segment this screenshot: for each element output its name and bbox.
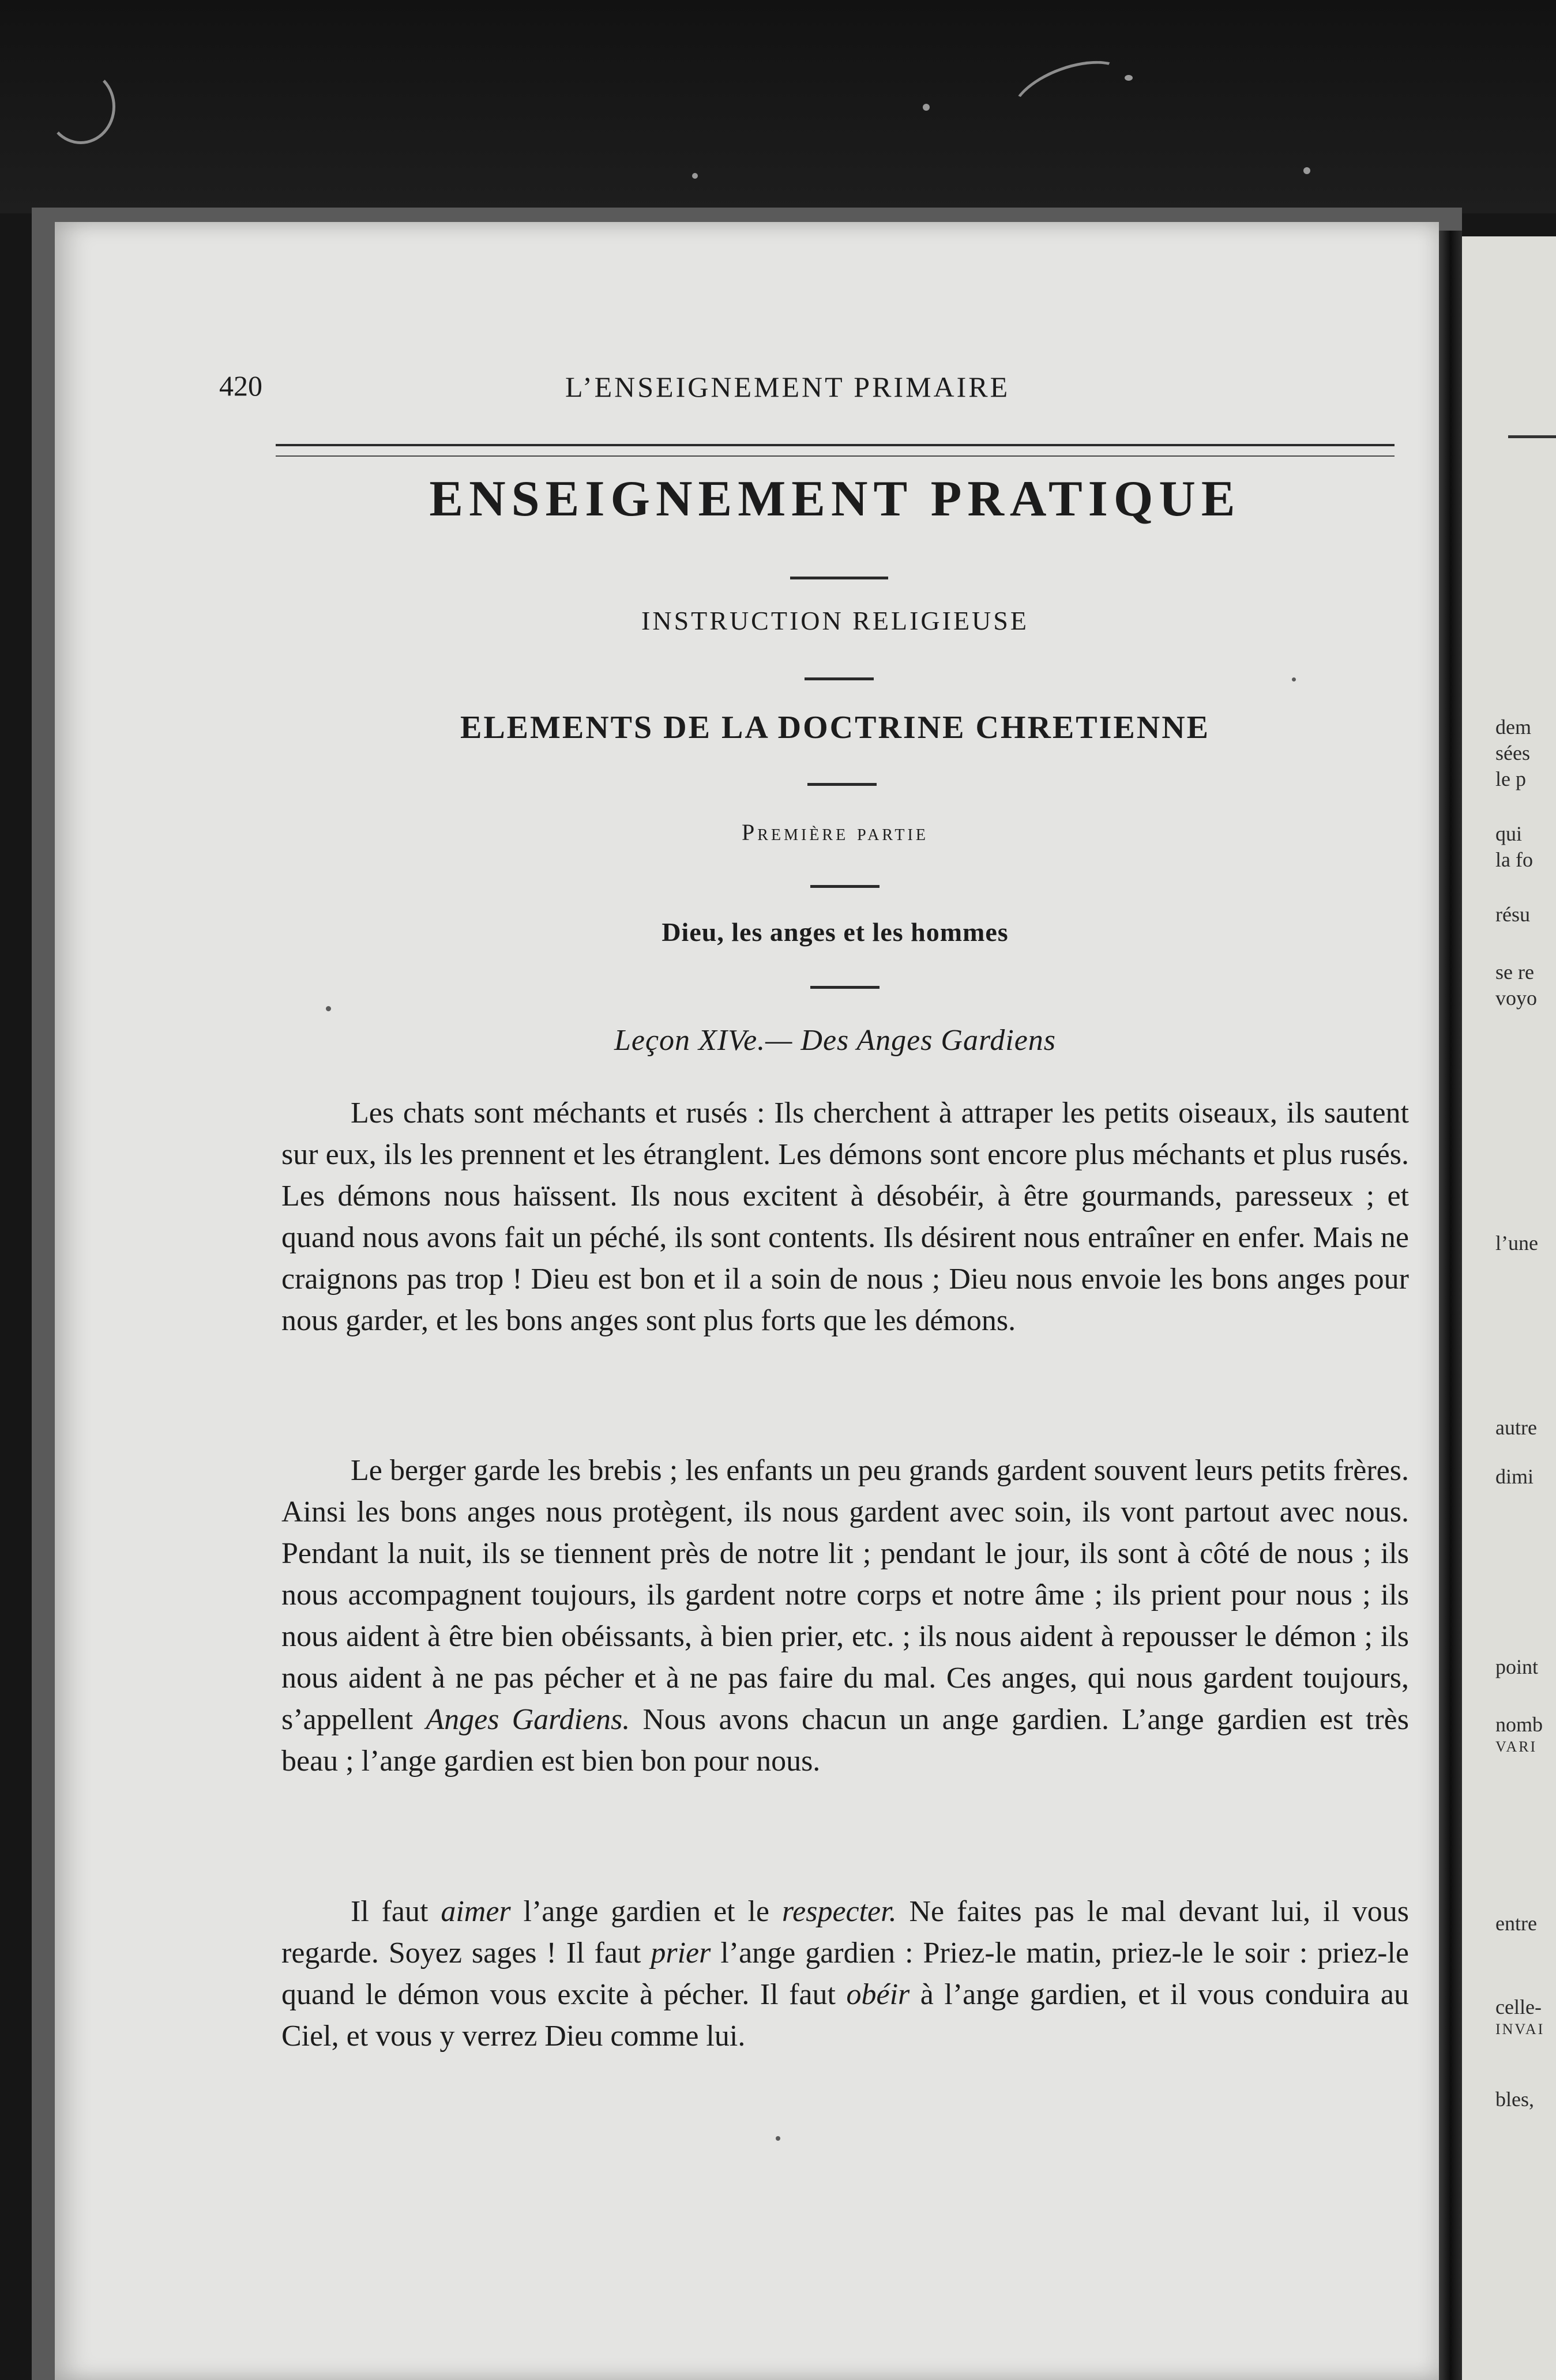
divider bbox=[810, 885, 880, 888]
ink-spot bbox=[326, 1006, 331, 1011]
divider bbox=[790, 577, 888, 579]
paragraph-1 bbox=[281, 1093, 1409, 1342]
paragraph-text-part: Ne faites pas le mal devant lui, il vous regarde. Soyez sages ! Il faut bbox=[281, 1895, 1409, 1969]
scan-speck bbox=[923, 104, 930, 111]
adjacent-page-fragment: VARI bbox=[1495, 1738, 1538, 1755]
adjacent-page-fragment: dimi bbox=[1495, 1465, 1534, 1488]
adjacent-page-fragment: bles, bbox=[1495, 2088, 1534, 2111]
paragraph-text: Les chats sont méchants et rusés : Ils cherchent à attraper les petits oiseaux, ils sautent sur eux, ils les prennent et les étranglent. Les démons sont encore plus méchants et plus rusés. Les démons nous haïssent. Ils nous excitent à désobéir, à être gourmands, paresseux ; et quand nous avons fait un péché, ils sont contents. Ils désirent nous entraîner en enfer. Mais ne craignons pas trop ! Dieu est bon et il a soin de nous ; Dieu nous envoie les bons anges pour nous garder, et les bons anges sont plus forts que les démons. bbox=[281, 1097, 1409, 1337]
adjacent-page-fragment: nomb bbox=[1495, 1713, 1543, 1736]
adjacent-page-fragment: le p bbox=[1495, 767, 1526, 790]
adjacent-page-fragment: sées bbox=[1495, 741, 1530, 765]
adjacent-page-fragment: voyo bbox=[1495, 986, 1537, 1010]
scan-speck bbox=[1303, 167, 1310, 174]
header-rule bbox=[276, 444, 1395, 446]
adjacent-page-fragment: qui bbox=[1495, 822, 1523, 845]
emphasis: prier bbox=[651, 1937, 711, 1969]
ink-spot bbox=[776, 2136, 780, 2141]
running-title: L’ENSEIGNEMENT PRIMAIRE bbox=[565, 371, 1010, 403]
adjacent-page-fragment: l’une bbox=[1495, 1232, 1538, 1255]
paragraph-text-part: l’ange gardien et le bbox=[510, 1895, 782, 1928]
paragraph-3 bbox=[281, 1891, 1409, 2057]
paragraph-text bbox=[281, 1891, 1409, 2057]
page-header bbox=[219, 357, 1401, 409]
adjacent-page-fragment: entre bbox=[1495, 1912, 1537, 1935]
emphasis: aimer bbox=[441, 1895, 511, 1928]
adjacent-page-rule bbox=[1508, 435, 1556, 438]
adjacent-page-fragment: la fo bbox=[1495, 848, 1533, 871]
scan-background bbox=[0, 0, 1556, 213]
adjacent-page-fragment: autre bbox=[1495, 1416, 1537, 1439]
adjacent-page-fragment: résu bbox=[1495, 903, 1530, 926]
divider bbox=[805, 677, 874, 680]
part-heading: Première partie bbox=[742, 819, 929, 845]
ink-spot bbox=[1292, 677, 1296, 681]
lesson-title: Leçon XIVe.— Des Anges Gardiens bbox=[614, 1024, 1057, 1057]
scan-speck bbox=[1125, 75, 1133, 81]
doctrine-title: ELEMENTS DE LA DOCTRINE CHRETIENNE bbox=[460, 710, 1211, 745]
adjacent-page-fragment: INVAI bbox=[1495, 2021, 1545, 2038]
adjacent-page-fragment: celle- bbox=[1495, 1995, 1542, 2019]
paragraph-text-part: l’ange gardien : Priez-le matin, priez-le le soir : priez-le quand le démon vous excite à pécher. Il faut bbox=[281, 1937, 1409, 2011]
page-number: 420 bbox=[219, 370, 262, 402]
paragraph-text-part: Nous avons chacun un ange gardien. L’ange gardien est très beau ; l’ange gardien est bien bon pour nous. bbox=[281, 1703, 1409, 1778]
adjacent-page-fragment: se re bbox=[1495, 961, 1534, 984]
scan-speck bbox=[692, 173, 698, 179]
adjacent-page-fragment: point bbox=[1495, 1655, 1539, 1678]
paragraph-text-part: Il faut bbox=[351, 1895, 441, 1928]
divider bbox=[810, 986, 880, 989]
section-title: Dieu, les anges et les hommes bbox=[662, 917, 1009, 947]
adjacent-page bbox=[1462, 236, 1556, 2380]
subtitle: INSTRUCTION RELIGIEUSE bbox=[641, 606, 1029, 635]
header-rule-thin bbox=[276, 455, 1395, 457]
adjacent-page-fragment: dem bbox=[1495, 715, 1531, 739]
paragraph-text-part: Le berger garde les brebis ; les enfants un peu grands gardent souvent leurs petits frères. Ainsi les bons anges nous protègent, ils nous gardent avec soin, ils vont partout avec nous. Pendant la nuit, ils se tiennent près de notre lit ; pendant le jour, ils sont à côté de nous ; ils nous accompagnent toujours, ils gardent notre corps et notre âme ; ils prient pour nous ; ils nous aident à être bien obéissants, à bien prier, etc. ; ils nous aident à repousser le démon ; ils nous aident à ne pas pécher et à ne pas faire du mal. Ces anges, qui nous gardent toujours, s’appellent bbox=[281, 1454, 1409, 1736]
book-gutter bbox=[1439, 231, 1462, 2380]
emphasis: obéir bbox=[846, 1978, 910, 2011]
emphasis: respecter. bbox=[781, 1895, 897, 1928]
main-title: ENSEIGNEMENT PRATIQUE bbox=[429, 471, 1241, 527]
paragraph-text-part: à l’ange gardien, et il vous conduira au Ciel, et vous y verrez Dieu comme lui. bbox=[281, 1978, 1409, 2053]
paragraph-text bbox=[281, 1450, 1409, 1782]
paragraph-2 bbox=[281, 1450, 1409, 1782]
emphasis: Anges Gardiens. bbox=[426, 1703, 630, 1736]
divider bbox=[807, 783, 877, 786]
scan-scratch bbox=[46, 69, 115, 144]
